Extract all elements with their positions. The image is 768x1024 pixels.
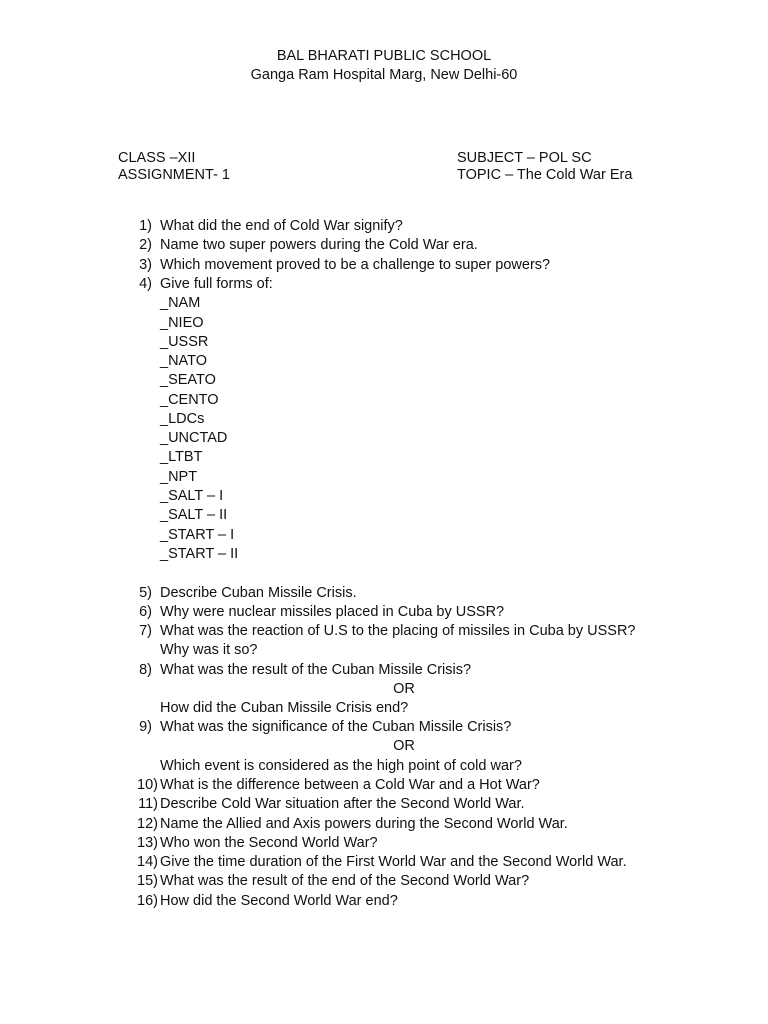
question-text: Name the Allied and Axis powers during the Second World War.: [160, 816, 568, 832]
full-form-item: _SALT – II: [160, 507, 228, 523]
question-text: How did the Second World War end?: [160, 893, 398, 909]
question-text: What was the result of the end of the Second World War?: [160, 873, 530, 889]
full-form-item: _START – II: [160, 546, 239, 562]
question-number: 15): [137, 873, 158, 889]
school-address: Ganga Ram Hospital Marg, New Delhi-60: [250, 67, 518, 83]
or-separator: OR: [393, 738, 415, 754]
question-number: 12): [137, 816, 158, 832]
full-form-item: _SALT – I: [160, 488, 224, 504]
full-form-item: _NPT: [160, 469, 198, 485]
question-number: 3): [139, 257, 152, 273]
question-text: Name two super powers during the Cold War era.: [160, 237, 478, 253]
question-number: 7): [139, 623, 152, 639]
question-number: 14): [137, 854, 158, 870]
question-text: Which movement proved to be a challenge to super powers?: [160, 257, 551, 273]
question-text: What was the result of the Cuban Missile Crisis?: [160, 662, 472, 678]
full-form-item: _START – I: [160, 527, 235, 543]
full-form-item: _NAM: [160, 295, 201, 311]
full-form-item: _NATO: [160, 353, 208, 369]
subject-label: SUBJECT – POL SC: [457, 150, 592, 166]
question-text: Why were nuclear missiles placed in Cuba by USSR?: [160, 604, 505, 620]
full-form-item: _CENTO: [160, 392, 219, 408]
question-number: 4): [139, 276, 152, 292]
full-form-item: _UNCTAD: [160, 430, 228, 446]
question-number: 13): [137, 835, 158, 851]
full-form-item: _USSR: [160, 334, 209, 350]
topic-label: TOPIC – The Cold War Era: [457, 167, 633, 183]
question-number: 9): [139, 719, 152, 735]
question-number: 16): [137, 893, 158, 909]
question-number: 8): [139, 662, 152, 678]
question-text: What did the end of Cold War signify?: [160, 218, 403, 234]
question-number: 5): [139, 585, 152, 601]
question-alternative: How did the Cuban Missile Crisis end?: [160, 700, 409, 716]
question-number: 1): [139, 218, 152, 234]
question-number: 2): [139, 237, 152, 253]
assignment-label: ASSIGNMENT- 1: [118, 167, 230, 183]
full-form-item: _NIEO: [160, 315, 204, 331]
question-text: What was the significance of the Cuban Missile Crisis?: [160, 719, 512, 735]
question-text: Describe Cold War situation after the Second World War.: [160, 796, 525, 812]
question-continuation: Why was it so?: [160, 642, 258, 658]
question-text: Who won the Second World War?: [160, 835, 378, 851]
school-name: BAL BHARATI PUBLIC SCHOOL: [276, 48, 492, 64]
full-form-item: _LDCs: [160, 411, 205, 427]
question-text: What was the reaction of U.S to the placing of missiles in Cuba by USSR?: [160, 623, 636, 639]
question-text: What is the difference between a Cold War and a Hot War?: [160, 777, 540, 793]
question-number: 10): [137, 777, 158, 793]
full-form-item: _SEATO: [160, 372, 216, 388]
question-text: Give the time duration of the First World War and the Second World War.: [160, 854, 627, 870]
full-form-item: _LTBT: [160, 449, 203, 465]
question-number: 11): [138, 796, 158, 812]
question-alternative: Which event is considered as the high point of cold war?: [160, 758, 522, 774]
question-text: Describe Cuban Missile Crisis.: [160, 585, 357, 601]
or-separator: OR: [393, 681, 415, 697]
question-text: Give full forms of:: [160, 276, 273, 292]
class-label: CLASS –XII: [118, 150, 196, 166]
question-number: 6): [139, 604, 152, 620]
